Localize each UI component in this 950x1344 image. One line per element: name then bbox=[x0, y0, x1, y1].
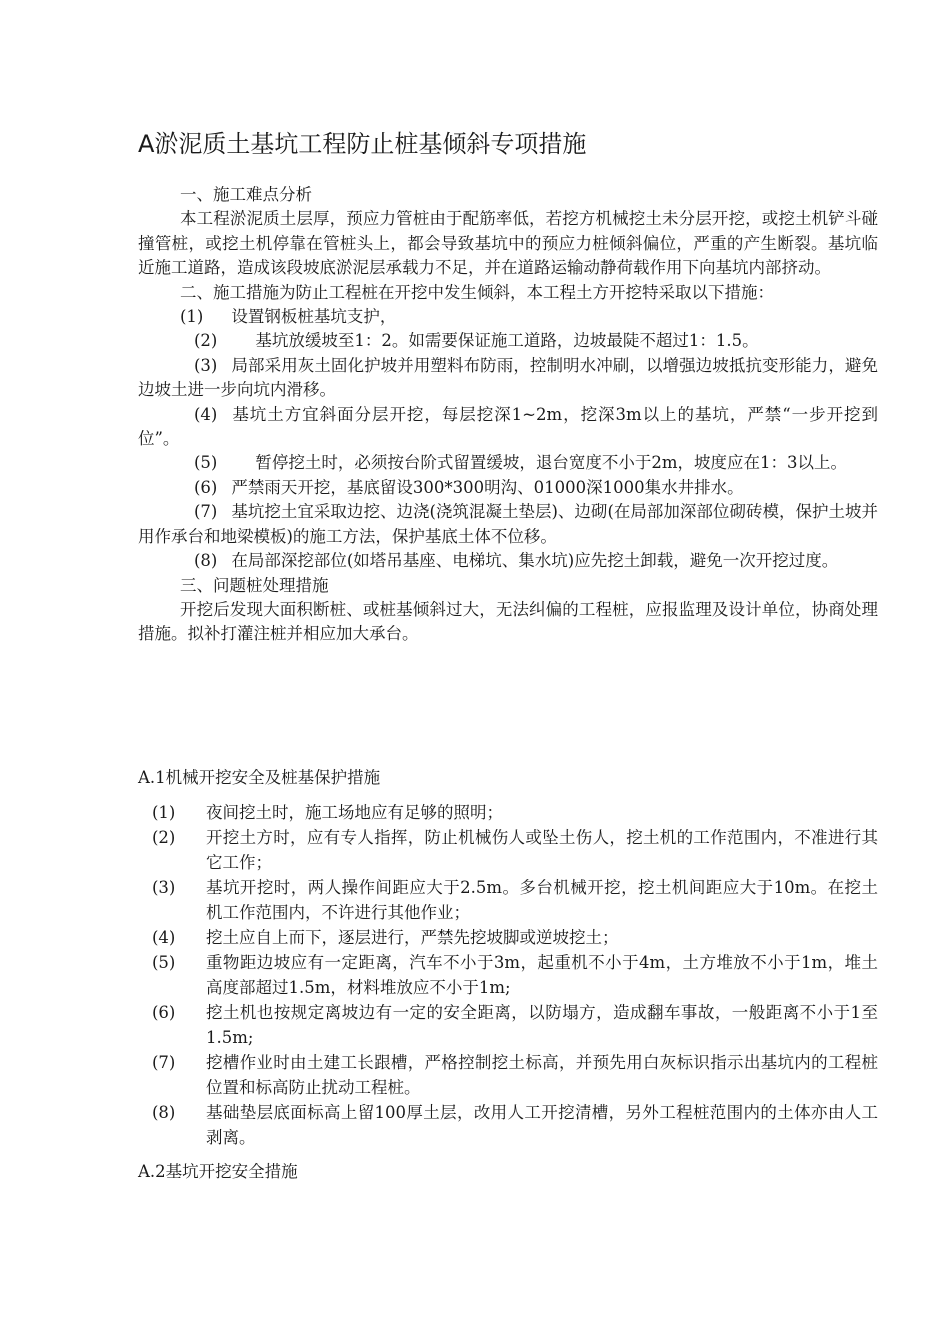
measure-text: 局部采用灰土固化护坡并用塑料布防雨，控制明水冲刷，以增强边坡抵抗变形能力，避免边坡土进一步向坑内滑移。 bbox=[138, 355, 878, 400]
section-heading-measures: 二、施工措施为防止工程桩在开挖中发生倾斜，本工程土方开挖特采取以下措施： bbox=[180, 282, 774, 302]
measure-number: (4) bbox=[194, 404, 218, 424]
list-text: 开挖土方时，应有专人指挥，防止机械伤人或坠土伤人，挖土机的工作范围内，不准进行其它工作； bbox=[206, 828, 878, 872]
measure-item bbox=[138, 403, 878, 452]
list-text: 基坑开挖时，两人操作间距应大于2.5m。多台机械开挖，挖土机间距应大于10m。在挖土机工作范围内，不许进行其他作业； bbox=[206, 878, 878, 922]
a1-list bbox=[138, 800, 878, 1150]
measure-item bbox=[138, 305, 878, 329]
list-item bbox=[138, 950, 878, 1000]
list-item bbox=[138, 875, 878, 925]
measure-number: (7) bbox=[194, 502, 218, 522]
section-heading-a2: A.2基坑开挖安全措施 bbox=[138, 1162, 298, 1181]
list-text: 挖槽作业时由土建工长跟槽，严格控制挖土标高，并预先用白灰标识指示出基坑内的工程桩位置和标高防止扰动工程桩。 bbox=[206, 1053, 878, 1097]
measure-text: 基坑放缓坡至1：2。如需要保证施工道路，边坡最陡不超过1：1.5。 bbox=[255, 331, 759, 351]
measure-item bbox=[138, 500, 878, 549]
measure-number: (2) bbox=[194, 331, 218, 351]
main-body bbox=[138, 183, 878, 647]
measure-item bbox=[138, 451, 878, 475]
list-number: (7) bbox=[152, 1053, 176, 1072]
list-text: 基础垫层底面标高上留100厚土层，改用人工开挖清槽，另外工程桩范围内的土体亦由人工剥离。 bbox=[206, 1103, 878, 1147]
list-text: 重物距边坡应有一定距离，汽车不小于3m，起重机不小于4m，土方堆放不小于1m，堆土高度部超过1.5m，材料堆放应不小于1m; bbox=[206, 953, 878, 997]
measure-item bbox=[138, 329, 878, 353]
measure-item bbox=[138, 549, 878, 573]
section-heading-a1: A.1机械开挖安全及桩基保护措施 bbox=[138, 768, 381, 787]
measure-number: (5) bbox=[194, 453, 218, 473]
list-text: 挖土机也按规定离坡边有一定的安全距离，以防塌方，造成翻车事故，一般距离不小于1至1.5m; bbox=[206, 1003, 878, 1047]
list-text: 挖土应自上而下，逐层进行，严禁先挖坡脚或逆坡挖土； bbox=[206, 928, 619, 947]
list-number: (4) bbox=[152, 928, 176, 947]
section-heading-difficulty: 一、施工难点分析 bbox=[180, 185, 312, 204]
list-item bbox=[138, 1000, 878, 1050]
paragraph-problem-piles: 开挖后发现大面积断桩、或桩基倾斜过大，无法纠偏的工程桩，应报监理及设计单位，协商处理措施。拟补打灌注桩并相应加大承台。 bbox=[138, 599, 878, 644]
list-number: (5) bbox=[152, 953, 176, 972]
measure-number: (8) bbox=[194, 551, 218, 571]
list-number: (8) bbox=[152, 1103, 176, 1122]
measure-text: 在局部深挖部位(如塔吊基座、电梯坑、集水坑)应先挖土卸载，避免一次开挖过度。 bbox=[231, 551, 839, 571]
measure-number: (1) bbox=[180, 307, 204, 327]
section-heading-problem-piles: 三、问题桩处理措施 bbox=[180, 575, 329, 595]
list-item bbox=[138, 1100, 878, 1150]
measure-text: 设置钢板桩基坑支护， bbox=[231, 307, 397, 327]
measure-item bbox=[138, 354, 878, 403]
measure-text: 基坑挖土宜采取边挖、边浇(浇筑混凝土垫层)、边砌(在局部加深部位砌砖模，保护土坡并用作承台和地梁模板)的施工方法，保护基底土体不位移。 bbox=[138, 502, 878, 546]
measure-text: 基坑土方宜斜面分层开挖，每层挖深1~2m，挖深3m以上的基坑，严禁“一步开挖到位”。 bbox=[138, 404, 878, 449]
list-item bbox=[138, 1050, 878, 1100]
paragraph-difficulty: 本工程淤泥质土层厚，预应力管桩由于配筋率低，若挖方机械挖土未分层开挖，或挖土机铲斗碰撞管桩，或挖土机停靠在管桩头上，都会导致基坑中的预应力桩倾斜偏位，严重的产生断裂。基坑临近施工道路，造成该段坡底淤泥层承载力不足，并在道路运输动静荷载作用下向基坑内部挤动。 bbox=[138, 209, 878, 278]
list-number: (3) bbox=[152, 878, 176, 897]
list-text: 夜间挖土时，施工场地应有足够的照明； bbox=[206, 803, 503, 822]
measure-number: (6) bbox=[194, 477, 218, 497]
list-number: (2) bbox=[152, 828, 176, 847]
list-number: (6) bbox=[152, 1003, 176, 1022]
measure-text: 严禁雨天开挖，基底留设300*300明沟、01000深1000集水井排水。 bbox=[231, 477, 744, 497]
list-number: (1) bbox=[152, 803, 176, 822]
list-item bbox=[138, 925, 878, 950]
list-item bbox=[138, 800, 878, 825]
measure-item bbox=[138, 476, 878, 500]
list-item bbox=[138, 825, 878, 875]
document-title: A淤泥质土基坑工程防止桩基倾斜专项措施 bbox=[138, 130, 587, 158]
measure-text: 暂停挖土时，必须按台阶式留置缓坡，退台宽度不小于2m，坡度应在1：3以上。 bbox=[255, 453, 848, 473]
measure-number: (3) bbox=[194, 355, 218, 375]
